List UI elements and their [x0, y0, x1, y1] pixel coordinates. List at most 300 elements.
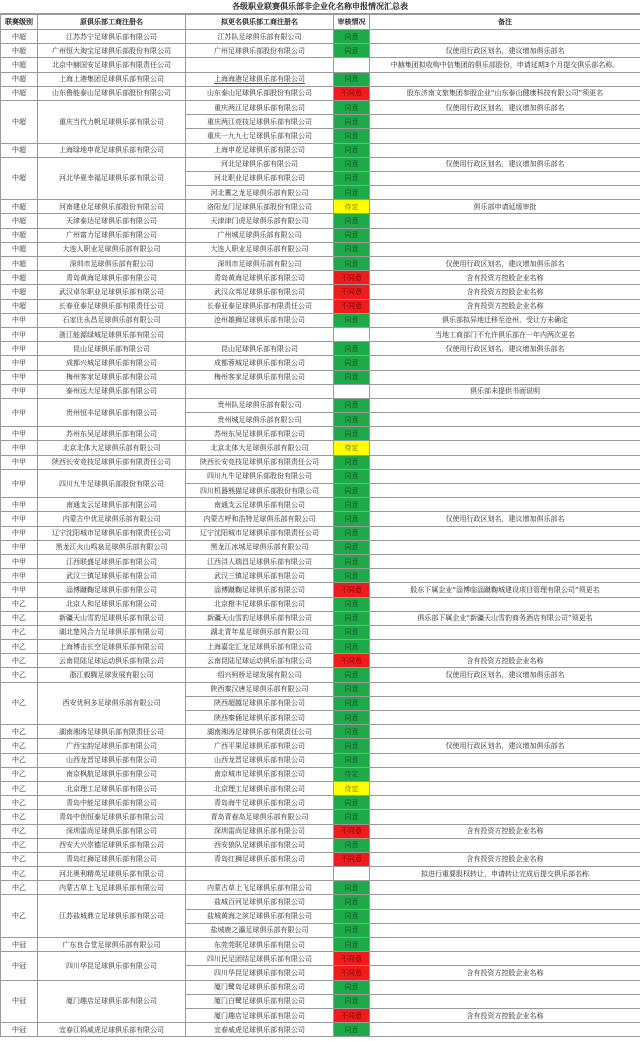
table-row	[1, 214, 640, 228]
cell-proposed-name	[186, 640, 334, 654]
header-remark: 备注	[370, 15, 640, 30]
table-row	[1, 427, 640, 441]
cell-proposed-name	[186, 157, 334, 171]
table-row	[1, 100, 640, 114]
table-row	[1, 157, 640, 171]
status-badge: 同意	[334, 484, 370, 498]
status-badge: 不同意	[334, 952, 370, 966]
cell-remark	[370, 895, 640, 909]
status-badge: 同意	[334, 242, 370, 256]
cell-remark: 含有投资方控股企业名称	[370, 1008, 640, 1022]
cell-remark	[370, 952, 640, 966]
cell-proposed-name	[186, 753, 334, 767]
cell-league: 中甲	[1, 583, 38, 597]
proposed-name-text: 广州足球俱乐部股份有限公司	[214, 46, 305, 55]
cell-league: 中超	[1, 242, 38, 256]
cell-original-name: 山西龙晋足球俱乐部有限公司	[38, 753, 186, 767]
cell-original-name: 广州恒大淘宝足球俱乐部股份有限公司	[38, 44, 186, 58]
cell-original-name: 湖南湘涛足球俱乐部有限责任公司	[38, 725, 186, 739]
cell-league: 中超	[1, 86, 38, 100]
cell-proposed-name	[186, 952, 334, 966]
table-row	[1, 810, 640, 824]
cell-proposed-name	[186, 554, 334, 568]
cell-remark	[370, 938, 640, 952]
proposed-name-text: 青岛黄海足球俱乐部有限公司	[214, 273, 305, 282]
proposed-name-text: 北京北体大足球俱乐部有限公司	[210, 444, 309, 453]
cell-original-name: 北京北体大足球俱乐部有限公司	[38, 441, 186, 455]
status-badge: 同意	[334, 44, 370, 58]
cell-league: 中超	[1, 285, 38, 299]
cell-proposed-name	[186, 923, 334, 937]
status-badge: 同意	[334, 398, 370, 412]
cell-proposed-name	[186, 58, 334, 72]
status-badge: 不同意	[334, 86, 370, 100]
table-row	[1, 271, 640, 285]
status-badge: 同意	[334, 115, 370, 129]
cell-proposed-name	[186, 611, 334, 625]
cell-remark	[370, 682, 640, 696]
proposed-name-text: 上海海港足球俱乐部有限公司	[214, 75, 305, 84]
cell-original-name: 昆山足球俱乐部有限公司	[38, 342, 186, 356]
cell-remark: 俱乐部拟异地迁移至沧州，受让方未确定	[370, 313, 640, 327]
status-badge: 同意	[334, 810, 370, 824]
cell-remark	[370, 923, 640, 937]
proposed-name-text: 山东泰山足球俱乐部股份有限公司	[207, 89, 312, 98]
status-badge: 不同意	[334, 654, 370, 668]
cell-league: 中甲	[1, 327, 38, 341]
table-row	[1, 313, 640, 327]
cell-remark	[370, 498, 640, 512]
status-badge: 不同意	[334, 583, 370, 597]
proposed-name-text: 贵州队足球俱乐部有限公司	[217, 401, 302, 410]
cell-original-name: 上海上港集团足球俱乐部有限公司	[38, 72, 186, 86]
cell-remark	[370, 810, 640, 824]
cell-remark	[370, 115, 640, 129]
status-badge: 同意	[334, 753, 370, 767]
cell-league: 中甲	[1, 569, 38, 583]
cell-original-name: 上海博击长空足球俱乐部有限公司	[38, 640, 186, 654]
cell-league: 中超	[1, 271, 38, 285]
cell-proposed-name	[186, 867, 334, 881]
cell-proposed-name	[186, 427, 334, 441]
cell-remark	[370, 370, 640, 384]
cell-original-name: 陕西长安竞技足球俱乐部有限责任公司	[38, 455, 186, 469]
cell-proposed-name	[186, 569, 334, 583]
cell-league: 中乙	[1, 867, 38, 881]
cell-league: 中甲	[1, 512, 38, 526]
table-row	[1, 327, 640, 341]
table-body	[1, 30, 640, 1037]
cell-proposed-name	[186, 214, 334, 228]
cell-remark	[370, 455, 640, 469]
cell-remark: 仅使用行政区划名，建议增加俱乐部名	[370, 512, 640, 526]
cell-remark: 仅使用行政区划名，建议增加俱乐部名	[370, 668, 640, 682]
proposed-name-text: 陕西秦俑足球俱乐部有限公司	[214, 713, 305, 722]
cell-proposed-name	[186, 30, 334, 44]
cell-proposed-name	[186, 271, 334, 285]
status-badge: 同意	[334, 171, 370, 185]
cell-proposed-name	[186, 398, 334, 412]
proposed-name-text: 四川华昆足球俱乐部有限公司	[214, 968, 305, 977]
cell-remark	[370, 781, 640, 795]
cell-proposed-name	[186, 810, 334, 824]
proposed-name-text: 绍兴柯桥足球发展有限公司	[217, 671, 302, 680]
status-badge: 待定	[334, 767, 370, 781]
cell-original-name: 深圳雷尚足球俱乐部有限公司	[38, 824, 186, 838]
proposed-name-text: 重庆两江足球俱乐部有限公司	[214, 103, 305, 112]
cell-remark	[370, 356, 640, 370]
status-badge: 同意	[334, 214, 370, 228]
cell-proposed-name	[186, 100, 334, 114]
cell-remark: 仅使用行政区划名，建议增加俱乐部名	[370, 342, 640, 356]
table-row	[1, 242, 640, 256]
proposed-name-text: 山西龙晋足球俱乐部有限公司	[214, 756, 305, 765]
status-badge: 同意	[334, 356, 370, 370]
cell-proposed-name	[186, 838, 334, 852]
cell-proposed-name	[186, 86, 334, 100]
cell-proposed-name	[186, 115, 334, 129]
cell-league: 中甲	[1, 342, 38, 356]
cell-original-name: 浙江毅腾足球发展有限公司	[38, 668, 186, 682]
cell-proposed-name	[186, 299, 334, 313]
proposed-name-text: 上海申花足球俱乐部有限公司	[214, 146, 305, 155]
cell-league: 中超	[1, 228, 38, 242]
cell-remark: 仅使用行政区划名，建议增加俱乐部名	[370, 257, 640, 271]
proposed-name-text: 辽宁沈阳城市足球俱乐部有限责任公司	[200, 529, 319, 538]
cell-remark: 仅使用行政区划名，建议增加俱乐部名	[370, 100, 640, 114]
proposed-name-text: 河北冀之龙足球俱乐部有限公司	[210, 188, 309, 197]
cell-original-name: 大连人职业足球俱乐部有限公司	[38, 242, 186, 256]
cell-proposed-name	[186, 654, 334, 668]
status-badge: 同意	[334, 540, 370, 554]
cell-remark	[370, 994, 640, 1008]
status-badge: 同意	[334, 512, 370, 526]
cell-league: 中超	[1, 44, 38, 58]
cell-original-name: 广州富力足球俱乐部有限公司	[38, 228, 186, 242]
proposed-name-text: 青岛红狮足球俱乐部有限公司	[214, 855, 305, 864]
cell-proposed-name	[186, 668, 334, 682]
table-row	[1, 554, 640, 568]
cell-remark	[370, 441, 640, 455]
cell-proposed-name	[186, 186, 334, 200]
status-badge: 同意	[334, 909, 370, 923]
proposed-name-text: 盐城百河足球俱乐部有限公司	[214, 898, 305, 907]
cell-league: 中超	[1, 72, 38, 86]
cell-remark	[370, 569, 640, 583]
table-row	[1, 824, 640, 838]
status-badge	[334, 58, 370, 72]
cell-league: 中乙	[1, 895, 38, 938]
proposed-name-text: 重庆两江竞技足球俱乐部有限公司	[207, 117, 312, 126]
table-row	[1, 980, 640, 994]
proposed-name-text: 厦门鹭岛足球俱乐部有限公司	[214, 983, 305, 992]
cell-league: 中乙	[1, 668, 38, 682]
cell-league: 中甲	[1, 498, 38, 512]
cell-league: 中甲	[1, 526, 38, 540]
cell-proposed-name	[186, 881, 334, 895]
cell-league: 中甲	[1, 313, 38, 327]
status-badge: 同意	[334, 711, 370, 725]
proposed-name-text: 淄博蹴鞠足球俱乐部有限公司	[214, 585, 305, 594]
table-row	[1, 58, 640, 72]
proposed-name-text: 东莞莞联足球俱乐部有限公司	[214, 940, 305, 949]
cell-proposed-name	[186, 313, 334, 327]
table-row	[1, 881, 640, 895]
status-badge: 同意	[334, 100, 370, 114]
cell-proposed-name	[186, 597, 334, 611]
status-badge: 同意	[334, 640, 370, 654]
club-name-table	[0, 14, 640, 1037]
proposed-name-text: 武汉三镇足球俱乐部有限公司	[214, 571, 305, 580]
cell-league: 中甲	[1, 554, 38, 568]
cell-proposed-name	[186, 356, 334, 370]
cell-remark	[370, 909, 640, 923]
status-badge: 待定	[334, 781, 370, 795]
table-row	[1, 569, 640, 583]
cell-remark	[370, 1023, 640, 1037]
status-badge: 同意	[334, 72, 370, 86]
cell-original-name: 宜春江钨威虎足球俱乐部有限公司	[38, 1023, 186, 1037]
cell-league: 中乙	[1, 824, 38, 838]
status-badge: 同意	[334, 611, 370, 625]
cell-original-name: 新疆天山雪豹足球俱乐部有限公司	[38, 611, 186, 625]
proposed-name-text: 贵州城足球俱乐部有限公司	[217, 415, 302, 424]
status-badge: 同意	[334, 625, 370, 639]
proposed-name-text: 南通支云足球俱乐部有限公司	[214, 500, 305, 509]
table-row	[1, 938, 640, 952]
cell-original-name: 河南建业足球俱乐部股份有限公司	[38, 200, 186, 214]
cell-remark	[370, 526, 640, 540]
cell-remark	[370, 796, 640, 810]
status-badge: 同意	[334, 370, 370, 384]
cell-proposed-name	[186, 980, 334, 994]
cell-original-name: 内蒙古草上飞足球俱乐部有限公司	[38, 881, 186, 895]
cell-proposed-name	[186, 767, 334, 781]
cell-proposed-name	[186, 824, 334, 838]
status-badge: 同意	[334, 342, 370, 356]
status-badge: 同意	[334, 469, 370, 483]
status-badge: 同意	[334, 569, 370, 583]
table-row	[1, 640, 640, 654]
cell-proposed-name	[186, 711, 334, 725]
cell-league: 中甲	[1, 469, 38, 497]
table-row	[1, 668, 640, 682]
cell-remark: 股东济南文旅集团参股企业“山东泰山健康科技有限公司”须更名	[370, 86, 640, 100]
cell-league: 中冠	[1, 952, 38, 980]
cell-proposed-name	[186, 455, 334, 469]
cell-remark	[370, 427, 640, 441]
status-badge: 同意	[334, 838, 370, 852]
cell-remark: 拟进行重要股权转让，申请转让完成后提交俱乐部名称	[370, 867, 640, 881]
cell-remark	[370, 540, 640, 554]
cell-league: 中乙	[1, 796, 38, 810]
cell-league: 中超	[1, 58, 38, 72]
proposed-name-text: 内蒙古草上飞足球俱乐部有限公司	[207, 883, 312, 892]
cell-remark	[370, 753, 640, 767]
status-badge: 同意	[334, 597, 370, 611]
status-badge: 不同意	[334, 1008, 370, 1022]
cell-original-name: 贵州恒丰足球俱乐部有限公司	[38, 398, 186, 426]
proposed-name-text: 四川民足团结足球俱乐部有限公司	[207, 954, 312, 963]
status-badge: 同意	[334, 881, 370, 895]
cell-original-name: 江苏盐城鼎立足球俱乐部有限公司	[38, 895, 186, 938]
proposed-name-text: 河北足球俱乐部有限公司	[221, 160, 298, 169]
cell-league: 中甲	[1, 427, 38, 441]
proposed-name-text: 江苏队足球俱乐部有限公司	[217, 32, 302, 41]
proposed-name-text: 成都蓉城足球俱乐部有限公司	[214, 358, 305, 367]
proposed-name-text: 青岛青春岛足球俱乐部有限公司	[210, 812, 309, 821]
table-row	[1, 285, 640, 299]
proposed-name-text: 广西平果足球俱乐部有限公司	[214, 741, 305, 750]
cell-original-name: 北京中赫国安足球俱乐部有限责任公司	[38, 58, 186, 72]
table-row	[1, 342, 640, 356]
proposed-name-text: 云南昆陆足球运动俱乐部有限公司	[207, 656, 312, 665]
table-row	[1, 625, 640, 639]
table-row	[1, 725, 640, 739]
cell-original-name: 南通支云足球俱乐部有限公司	[38, 498, 186, 512]
status-badge	[334, 384, 370, 398]
table-row	[1, 767, 640, 781]
cell-proposed-name	[186, 909, 334, 923]
cell-proposed-name	[186, 484, 334, 498]
proposed-name-text: 长春亚泰足球俱乐部有限责任公司	[207, 302, 312, 311]
status-badge: 同意	[334, 313, 370, 327]
cell-remark	[370, 725, 640, 739]
proposed-name-text: 宜春威虎足球俱乐部有限公司	[214, 1025, 305, 1034]
cell-remark: 含有投资方控股企业名称	[370, 654, 640, 668]
cell-proposed-name	[186, 72, 334, 86]
cell-original-name: 厦门趣店足球俱乐部有限公司	[38, 980, 186, 1023]
cell-original-name: 苏州东吴足球俱乐部有限公司	[38, 427, 186, 441]
header-original-name: 原俱乐部工商注册名	[38, 15, 186, 30]
cell-original-name: 广西宝韵足球俱乐部有限公司	[38, 739, 186, 753]
cell-remark	[370, 186, 640, 200]
cell-original-name: 四川九牛足球俱乐部股份有限公司	[38, 469, 186, 497]
cell-original-name: 深圳市足球俱乐部有限公司	[38, 257, 186, 271]
table-row	[1, 257, 640, 271]
cell-remark: 仅使用行政区划名，建议增加俱乐部名	[370, 739, 640, 753]
table-row	[1, 469, 640, 483]
table-row	[1, 781, 640, 795]
status-badge: 待定	[334, 441, 370, 455]
proposed-name-text: 四川机器熊猫足球俱乐部股份有限公司	[200, 486, 319, 495]
status-badge: 不同意	[334, 966, 370, 980]
cell-original-name: 辽宁沈阳城市足球俱乐部有限责任公司	[38, 526, 186, 540]
cell-remark: 含有投资方控股企业名称	[370, 271, 640, 285]
cell-proposed-name	[186, 285, 334, 299]
cell-remark	[370, 625, 640, 639]
table-row	[1, 441, 640, 455]
cell-proposed-name	[186, 583, 334, 597]
table-row	[1, 200, 640, 214]
status-badge: 同意	[334, 980, 370, 994]
cell-proposed-name	[186, 994, 334, 1008]
status-badge: 同意	[334, 228, 370, 242]
cell-proposed-name	[186, 725, 334, 739]
cell-proposed-name	[186, 228, 334, 242]
proposed-name-text: 苏州东吴足球俱乐部有限公司	[214, 429, 305, 438]
proposed-name-text: 北京橙丰足球俱乐部有限公司	[214, 600, 305, 609]
status-badge: 同意	[334, 413, 370, 427]
cell-league: 中乙	[1, 739, 38, 753]
cell-remark	[370, 881, 640, 895]
cell-original-name: 河北奥利精英足球俱乐部有限公司	[38, 867, 186, 881]
cell-proposed-name	[186, 1008, 334, 1022]
cell-league: 中乙	[1, 625, 38, 639]
cell-original-name: 青岛中创恒泰足球俱乐部有限公司	[38, 810, 186, 824]
table-row	[1, 852, 640, 866]
cell-original-name: 内蒙古中优足球俱乐部有限公司	[38, 512, 186, 526]
cell-proposed-name	[186, 44, 334, 58]
table-row	[1, 370, 640, 384]
cell-league: 中乙	[1, 838, 38, 852]
proposed-name-text: 陕西超越足球俱乐部有限公司	[214, 699, 305, 708]
proposed-name-text: 洛阳龙门足球俱乐部股份有限公司	[207, 202, 312, 211]
status-badge: 不同意	[334, 299, 370, 313]
cell-original-name: 淄博蹴鞠足球俱乐部有限公司	[38, 583, 186, 597]
table-row	[1, 583, 640, 597]
table-row	[1, 682, 640, 696]
table-row	[1, 72, 640, 86]
table-row	[1, 143, 640, 157]
status-badge: 待定	[334, 200, 370, 214]
cell-remark	[370, 214, 640, 228]
cell-proposed-name	[186, 938, 334, 952]
cell-league: 中冠	[1, 1023, 38, 1037]
cell-remark: 俱乐部申请延缓审批	[370, 200, 640, 214]
status-badge: 同意	[334, 938, 370, 952]
cell-original-name: 山东鲁能泰山足球俱乐部股份有限公司	[38, 86, 186, 100]
cell-original-name: 黑龙江火山鸣泉足球俱乐部有限公司	[38, 540, 186, 554]
cell-original-name: 石家庄永昌足球俱乐部有限公司	[38, 313, 186, 327]
cell-remark	[370, 767, 640, 781]
proposed-name-text: 江西浔人瑞昌足球俱乐部有限公司	[207, 557, 312, 566]
cell-original-name: 四川华昆足球俱乐部有限公司	[38, 952, 186, 980]
table-row	[1, 398, 640, 412]
proposed-name-text: 天津津门虎足球俱乐部有限公司	[210, 217, 309, 226]
cell-remark	[370, 554, 640, 568]
table-row	[1, 611, 640, 625]
table-row	[1, 895, 640, 909]
cell-league: 中超	[1, 30, 38, 44]
table-row	[1, 30, 640, 44]
cell-league: 中超	[1, 157, 38, 200]
cell-remark	[370, 484, 640, 498]
proposed-name-text: 武汉众邦足球俱乐部有限公司	[214, 287, 305, 296]
proposed-name-text: 四川九牛足球俱乐部股份有限公司	[207, 472, 312, 481]
table-row	[1, 1023, 640, 1037]
status-badge: 同意	[334, 725, 370, 739]
cell-remark	[370, 242, 640, 256]
cell-league: 中超	[1, 299, 38, 313]
status-badge: 不同意	[334, 852, 370, 866]
status-badge: 同意	[334, 668, 370, 682]
cell-proposed-name	[186, 682, 334, 696]
proposed-name-text: 西安狼队足球俱乐部有限公司	[214, 841, 305, 850]
proposed-name-text: 南京城市足球俱乐部有限公司	[214, 770, 305, 779]
cell-proposed-name	[186, 895, 334, 909]
cell-remark: 俱乐部下属企业“新疆天山雪豹商务酒店有限公司”须更名	[370, 611, 640, 625]
proposed-name-text: 沧州雄狮足球俱乐部有限公司	[214, 316, 305, 325]
header-proposed-name: 拟更名俱乐部工商注册名	[186, 15, 334, 30]
cell-proposed-name	[186, 342, 334, 356]
proposed-name-text: 重庆一九九七足球俱乐部有限公司	[207, 131, 312, 140]
cell-remark	[370, 696, 640, 710]
cell-proposed-name	[186, 327, 334, 341]
cell-proposed-name	[186, 129, 334, 143]
cell-remark: 含有投资方控股企业名称	[370, 966, 640, 980]
proposed-name-text: 新疆天山雪豹足球俱乐部有限公司	[207, 614, 312, 623]
